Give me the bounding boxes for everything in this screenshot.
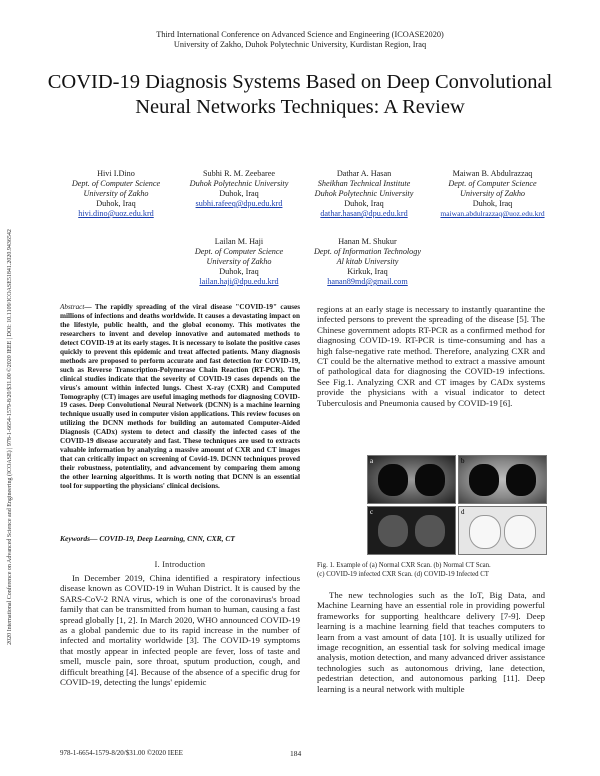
author-univ: University of Zakho	[459, 189, 526, 198]
author-city: Duhok, Iraq	[344, 199, 384, 208]
author-name: Hivi I.Dino	[97, 169, 135, 178]
author-email[interactable]: hivi.dino@uoz.edu.krd	[78, 209, 154, 218]
author-dept: Dept. of Computer Science	[448, 179, 537, 188]
section-heading: I. Introduction	[154, 560, 206, 569]
footer-isbn: 978-1-6654-1579-8/20/$31.00 ©2020 IEEE	[60, 749, 183, 757]
author-block	[180, 169, 298, 209]
author-block	[180, 237, 298, 287]
abstract-text: — The rapidly spreading of the viral disease "COVID-19" causes millions of infections and deaths worldwide. It causes a devastating impact on the lifestyle, public health, and the global economy. This motivates the researchers to invent and develop innovative and automated methods to detect COVID-19 at its early stages. It is necessary to isolate the positive cases quickly to prevent this epidemic and treat affected patients. Many diagnosis methods are proposed to perform accurate and fast detection for COVID-19, such as Reverse Transcription-Polymerase Chain Reaction (RT-PCR). The clinical studies indicate that the severity of COVID-19 cases depends on the virus's amount within infected lungs. Chest X-ray (CXR) and Computed Tomography (CT) images are useful imaging methods for diagnosing COVID-19 cases. Deep Convolutional Neural Network (DCNN) is a machine learning technique usually used in computer vision applications. This review focuses on utilizing the DCNN methods for building an automated Computer-Aided Diagnosis (CADx) system to detect and classify the infected cases of the COVID-19 disease accurately and fast. These techniques are used to extracts valuable information by analyzing a massive amount of CXR and CT images that can critically impact on screening of Covid-19. DCNN techniques proved their robustness, potentiality, and advancement by comparing them among the other learning algorithms. It is worth noting that DCNN is an essential tool for supporting the physicians' clinical decisions.	[60, 303, 300, 491]
author-city: Duhok, Iraq	[96, 199, 136, 208]
author-dept: Duhok Polytechnic University	[189, 179, 289, 188]
figure-1	[367, 455, 545, 555]
author-block	[305, 169, 423, 219]
panel-label: a	[370, 457, 374, 465]
figure-caption	[317, 562, 545, 579]
panel-label: b	[461, 457, 465, 465]
doi-sidebar	[4, 180, 16, 700]
author-name: Lailan M. Haji	[214, 237, 264, 246]
author-email[interactable]: hanan89md@gmail.com	[327, 277, 408, 286]
author-email[interactable]: lailan.haji@dpu.edu.krd	[199, 277, 279, 286]
figure-panel-d	[458, 506, 547, 555]
caption-line-2: (c) COVID-19 infected CXR Scan. (d) COVID-19 Infected CT	[317, 570, 489, 578]
author-email[interactable]: subhi.rafeeq@dpu.edu.krd	[195, 199, 283, 208]
doi-sidebar-text: 2020 International Conference on Advanced Science and Engineering (ICOASE) | 978-1-6654-1579-8/20/$31.00 ©2020 IEEE | DOI: 10.1109/ICOASE51841.2020.9436542	[7, 229, 13, 645]
caption-line-1: Fig. 1. Example of (a) Normal CXR Scan. (b) Normal CT Scan.	[317, 562, 491, 569]
author-name: Dathar A. Hasan	[336, 169, 392, 178]
intro-column-2: regions at an early stage is necessary to instantly quarantine the infected persons to prevent the spreading of the disease [5]. The Chinese government adopts RT-PCR as a confirmed method for diagnosing COVID-19. RT-PCR is time-consuming and has a high false-negative rate method. Therefore, analyzing CXR and CT could be the alternative method to extract a massive amount of pathological data for diagnosing the COVID-19 infections. See Fig.1. Analyzing CXR and CT images by CADx systems provide the physicians with a visual indicator to detect Tuberculosis and Pneumonia caused by COVID-19 [6].	[317, 304, 545, 408]
author-univ: Al kitab University	[336, 257, 399, 266]
author-univ: University of Zakho	[206, 257, 272, 266]
author-city: Duhok, Iraq	[219, 189, 259, 198]
keywords: Keywords— COVID-19, Deep Learning, CNN, CXR, CT	[60, 534, 236, 543]
figure-panel-c	[367, 506, 456, 555]
author-city: Duhok, Iraq	[472, 199, 513, 208]
figure-panel-b	[458, 455, 547, 504]
conference-line-2: University of Zakho, Duhok Polytechnic University, Kurdistan Region, Iraq	[173, 40, 427, 49]
panel-label: d	[461, 508, 465, 516]
conference-header	[0, 30, 600, 50]
intro-column-1: In December 2019, China identified a respiratory infectious disease known as COVID-19 in Wuhan District. It is caused by the SARS-CoV-2 RNA virus, which is one of the coronavirus's broad family that can be transmitted from human to human, causing a fast spread globally [1, 2]. In March 2020, WHO announced COVID-19 as a global pandemic due to its rapid increase in the number of infected and mortality worldwide [3]. The COVID-19 symptoms that mostly appear in infected people are fever, loss of taste and smell, muscle pain, sore throat, sputum production, cough, and difficult breathing [4]. Because of the absence of a specific drug for COVID-19, detecting the lungs' epidemic	[60, 573, 300, 688]
author-name: Maiwan B. Abdulrazzaq	[452, 169, 533, 178]
author-dept: Dept. of Computer Science	[71, 179, 161, 188]
author-city: Duhok, Iraq	[219, 267, 259, 276]
author-email[interactable]: dathar.hasan@dpu.edu.krd	[320, 209, 408, 218]
panel-label: c	[370, 508, 374, 516]
author-name: Hanan M. Shukur	[338, 237, 397, 246]
author-email[interactable]: maiwan.abdulrazzaq@uoz.edu.krd	[440, 209, 545, 218]
author-dept: Dept. of Information Technology	[313, 247, 422, 256]
page-number: 184	[290, 749, 302, 758]
author-block	[60, 169, 172, 219]
author-block	[430, 169, 555, 219]
author-name: Subhi R. M. Zeebaree	[202, 169, 276, 178]
author-city: Kirkuk, Iraq	[347, 267, 388, 276]
author-univ: University of Zakho	[83, 189, 149, 198]
intro-column-3: The new technologies such as the IoT, Big Data, and Machine Learning have an essential role in providing powerful frameworks for supporting healthcare delivery [7-9]. Deep learning is a machine learning field that teaches computers to learn from a vast amount of data [10]. It is usually utilized for image recognition, an essential task for solving medical image analysis, motion detection, and many advanced driver assistance technologies such as autonomous driving, lane detection, pedestrian detection, and autonomous parking [11]. Deep learning is a neural network with multiple	[317, 590, 545, 694]
author-dept: Sheikhan Technical Institute	[317, 179, 411, 188]
paper-title: COVID-19 Diagnosis Systems Based on Deep Convolutional Neural Networks Techniques: A Review	[47, 71, 553, 118]
author-dept: Dept. of Computer Science	[194, 247, 284, 256]
abstract-label: Abstract	[60, 303, 85, 311]
conference-line-1: Third International Conference on Advanced Science and Engineering (ICOASE2020)	[156, 30, 444, 39]
author-univ: Duhok Polytechnic University	[314, 189, 414, 198]
figure-panel-a	[367, 455, 456, 504]
abstract	[60, 303, 300, 491]
author-block	[305, 237, 430, 287]
